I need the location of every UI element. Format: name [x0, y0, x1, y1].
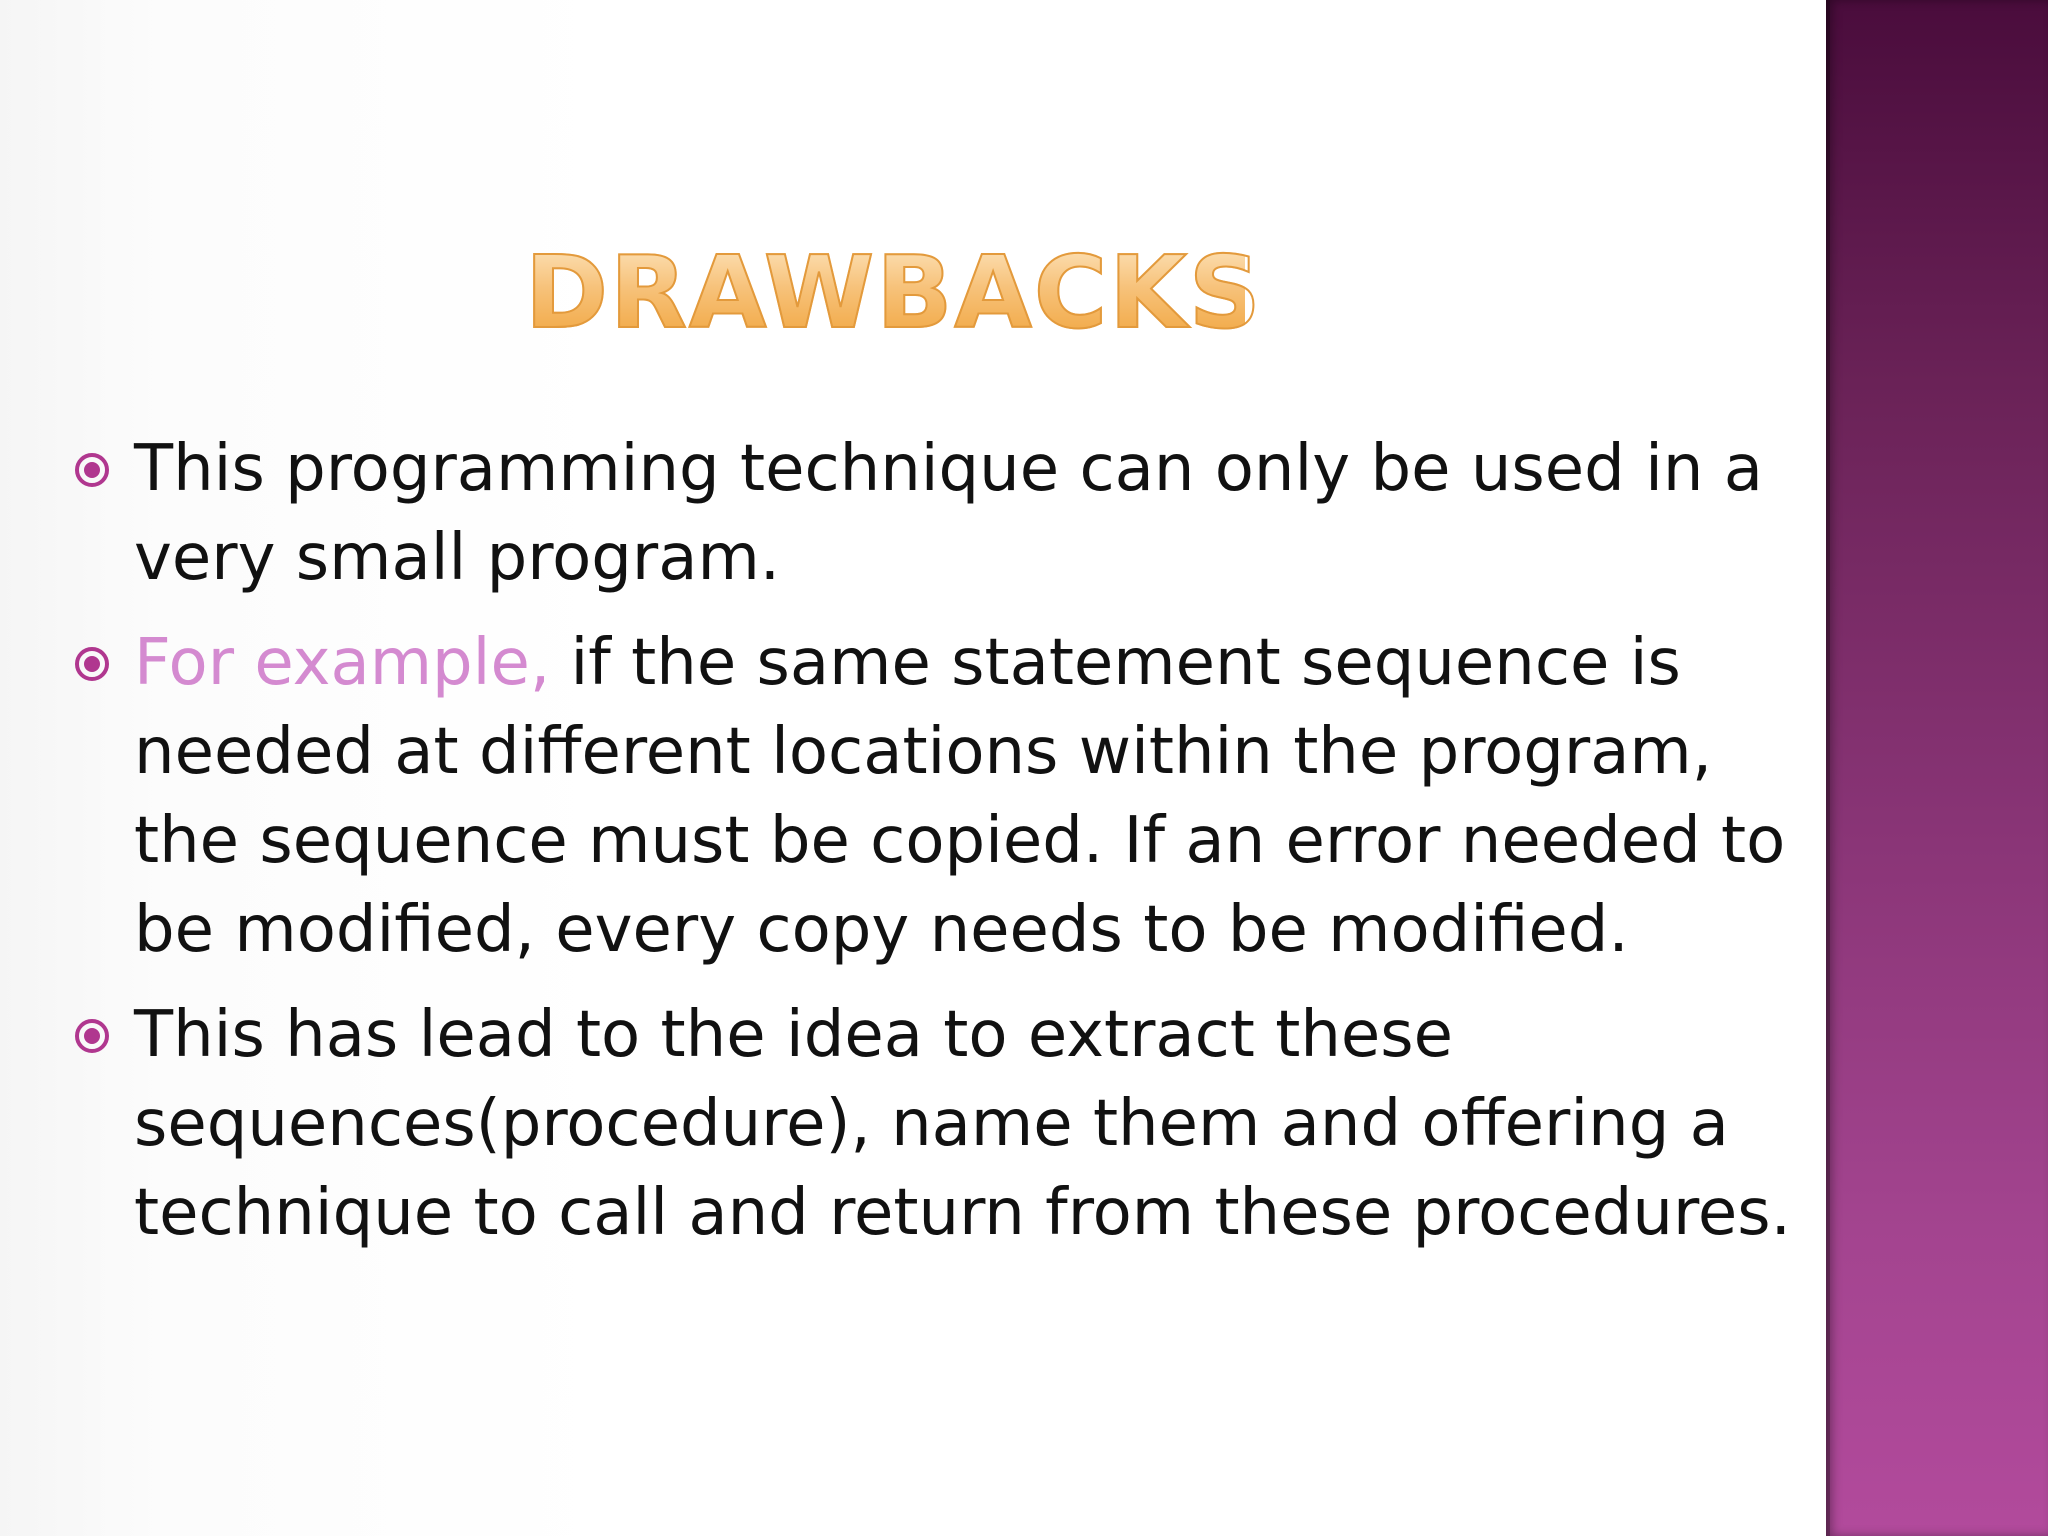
- bullet-item: [72, 425, 1802, 603]
- circled-dot-bullet-icon: [72, 425, 134, 515]
- bullet-text: [134, 619, 1802, 975]
- bullet-item: [72, 619, 1802, 975]
- bullet-list: [72, 425, 1802, 1274]
- slide-title: DRAWBACKS: [525, 234, 1263, 351]
- bullet-item: [72, 991, 1802, 1258]
- highlighted-phrase: For example,: [134, 626, 551, 700]
- bullet-text-rest: if the same statement sequence is needed at different locations within the program, the sequence must be copied. If an error needed to be modified, every copy needs to be modified.: [134, 626, 1786, 967]
- bullet-text: This has lead to the idea to extract these sequences(procedure), name them and offering a technique to call and return from these procedures.: [134, 998, 1791, 1250]
- side-band-edge: [1826, 0, 1830, 1536]
- decorative-side-band: [1826, 0, 2048, 1536]
- bullet-text: This programming technique can only be used in a very small program.: [134, 432, 1763, 595]
- circled-dot-bullet-icon: [72, 991, 134, 1081]
- circled-dot-bullet-icon: [72, 619, 134, 709]
